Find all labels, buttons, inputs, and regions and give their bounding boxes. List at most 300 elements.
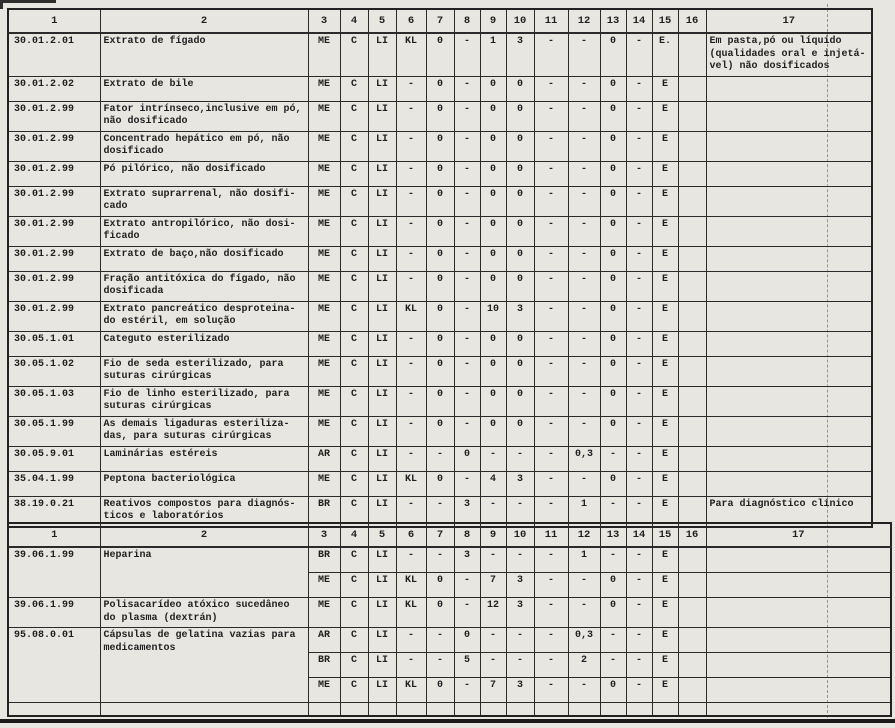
- code-cell: 30.01.2.99: [8, 216, 100, 246]
- value-cell-col9: 0: [480, 246, 506, 271]
- value-cell-col14: -: [626, 131, 652, 161]
- value-cell-col3: ME: [308, 271, 340, 301]
- value-cell-col15: E: [652, 186, 678, 216]
- value-cell-col7: 0: [426, 186, 454, 216]
- value-cell-col13: -: [600, 496, 626, 527]
- value-cell-col5: LI: [368, 331, 396, 356]
- value-cell-col14: -: [626, 598, 652, 628]
- value-cell-col5: LI: [368, 356, 396, 386]
- column-header-6: 6: [396, 9, 426, 33]
- code-cell: 30.05.1.01: [8, 331, 100, 356]
- value-cell-col4: C: [340, 573, 368, 598]
- value-cell-col10: 0: [506, 161, 534, 186]
- value-cell-col7: 0: [426, 271, 454, 301]
- value-cell-col6: -: [396, 356, 426, 386]
- value-cell-col13: 0: [600, 678, 626, 703]
- value-cell-col16: [678, 386, 706, 416]
- value-cell-col6: -: [396, 416, 426, 446]
- value-cell-col13: 0: [600, 416, 626, 446]
- header-row: [8, 523, 891, 547]
- value-cell-col7: 0: [426, 598, 454, 628]
- description-cell: Extrato suprarrenal, não dosifi-cado: [100, 186, 308, 216]
- value-cell-col8: -: [454, 678, 480, 703]
- value-cell-col10: 0: [506, 331, 534, 356]
- description-cell: Categuto esterilizado: [100, 331, 308, 356]
- value-cell-col7: -: [426, 653, 454, 678]
- table-row: [8, 547, 891, 573]
- value-cell-col15: E: [652, 331, 678, 356]
- value-cell-col11: -: [534, 33, 568, 76]
- value-cell-col10: 0: [506, 271, 534, 301]
- value-cell-col5: LI: [368, 653, 396, 678]
- value-cell-col13: 0: [600, 161, 626, 186]
- value-cell-col3: ME: [308, 246, 340, 271]
- value-cell-col8: -: [454, 101, 480, 131]
- value-cell-col7: 0: [426, 678, 454, 703]
- value-cell-col13: -: [600, 628, 626, 653]
- observation-cell: [706, 216, 872, 246]
- value-cell-col16: [678, 186, 706, 216]
- value-cell-col13: 0: [600, 246, 626, 271]
- column-header-9: 9: [480, 523, 506, 547]
- value-cell-col14: -: [626, 246, 652, 271]
- page-edge-mark-top-vertical: [0, 0, 3, 9]
- value-cell-col9: 0: [480, 216, 506, 246]
- value-cell-col15: E: [652, 216, 678, 246]
- value-cell-col5: LI: [368, 246, 396, 271]
- value-cell-col15: E: [652, 547, 678, 573]
- value-cell-col3: AR: [308, 446, 340, 471]
- value-cell-col5: LI: [368, 76, 396, 101]
- value-cell-col3: BR: [308, 653, 340, 678]
- column-header-11: 11: [534, 9, 568, 33]
- value-cell-col5: LI: [368, 628, 396, 653]
- value-cell-col15: E: [652, 386, 678, 416]
- value-cell-col13: [600, 703, 626, 717]
- value-cell-col8: -: [454, 301, 480, 331]
- value-cell-col14: -: [626, 496, 652, 527]
- value-cell-col9: -: [480, 547, 506, 573]
- value-cell-col8: 3: [454, 496, 480, 527]
- value-cell-col8: -: [454, 216, 480, 246]
- column-header-16: 16: [678, 9, 706, 33]
- observation-cell: [706, 161, 872, 186]
- value-cell-col11: -: [534, 573, 568, 598]
- value-cell-col3: BR: [308, 547, 340, 573]
- value-cell-col11: -: [534, 547, 568, 573]
- description-cell: Peptona bacteriológica: [100, 471, 308, 496]
- value-cell-col11: -: [534, 653, 568, 678]
- value-cell-col7: 0: [426, 356, 454, 386]
- lower-tariff-table: [7, 522, 892, 717]
- value-cell-col9: 0: [480, 101, 506, 131]
- value-cell-col16: [678, 598, 706, 628]
- spacer-row: [8, 703, 891, 717]
- code-cell: 38.19.0.21: [8, 496, 100, 527]
- column-header-6: 6: [396, 523, 426, 547]
- value-cell-col12: -: [568, 131, 600, 161]
- value-cell-col13: 0: [600, 573, 626, 598]
- value-cell-col16: [678, 471, 706, 496]
- value-cell-col10: 0: [506, 76, 534, 101]
- value-cell-col7: -: [426, 628, 454, 653]
- code-cell: 30.05.1.99: [8, 416, 100, 446]
- observation-cell: [706, 416, 872, 446]
- value-cell-col7: 0: [426, 416, 454, 446]
- value-cell-col4: C: [340, 356, 368, 386]
- observation-cell: [706, 301, 872, 331]
- value-cell-col8: -: [454, 573, 480, 598]
- value-cell-col9: 0: [480, 186, 506, 216]
- code-cell: 30.05.9.01: [8, 446, 100, 471]
- value-cell-col10: -: [506, 496, 534, 527]
- value-cell-col7: 0: [426, 33, 454, 76]
- value-cell-col4: C: [340, 416, 368, 446]
- value-cell-col15: E: [652, 653, 678, 678]
- value-cell-col15: E: [652, 598, 678, 628]
- value-cell-col9: 0: [480, 356, 506, 386]
- value-cell-col5: LI: [368, 598, 396, 628]
- value-cell-col4: C: [340, 653, 368, 678]
- value-cell-col11: -: [534, 271, 568, 301]
- value-cell-col10: 3: [506, 471, 534, 496]
- value-cell-col7: -: [426, 496, 454, 527]
- value-cell-col16: [678, 703, 706, 717]
- value-cell-col3: [308, 703, 340, 717]
- value-cell-col9: -: [480, 653, 506, 678]
- value-cell-col16: [678, 131, 706, 161]
- value-cell-col16: [678, 271, 706, 301]
- value-cell-col6: -: [396, 216, 426, 246]
- value-cell-col15: E: [652, 416, 678, 446]
- value-cell-col4: C: [340, 331, 368, 356]
- value-cell-col15: E: [652, 271, 678, 301]
- value-cell-col10: 0: [506, 216, 534, 246]
- description-cell: Concentrado hepático em pó, não dosificado: [100, 131, 308, 161]
- value-cell-col12: -: [568, 216, 600, 246]
- value-cell-col12: -: [568, 598, 600, 628]
- value-cell-col3: ME: [308, 33, 340, 76]
- value-cell-col15: E: [652, 131, 678, 161]
- value-cell-col14: -: [626, 76, 652, 101]
- observation-cell: Para diagnóstico clínico: [706, 496, 872, 527]
- value-cell-col5: LI: [368, 471, 396, 496]
- value-cell-col9: 12: [480, 598, 506, 628]
- value-cell-col3: ME: [308, 76, 340, 101]
- value-cell-col7: 0: [426, 386, 454, 416]
- code-cell: 95.08.0.01: [8, 628, 100, 703]
- value-cell-col7: 0: [426, 301, 454, 331]
- value-cell-col4: C: [340, 678, 368, 703]
- value-cell-col16: [678, 356, 706, 386]
- value-cell-col4: C: [340, 216, 368, 246]
- value-cell-col7: 0: [426, 216, 454, 246]
- value-cell-col11: -: [534, 161, 568, 186]
- value-cell-col10: 3: [506, 301, 534, 331]
- value-cell-col4: C: [340, 33, 368, 76]
- column-header-7: 7: [426, 9, 454, 33]
- value-cell-col10: 0: [506, 131, 534, 161]
- value-cell-col5: LI: [368, 386, 396, 416]
- column-header-13: 13: [600, 523, 626, 547]
- value-cell-col11: -: [534, 301, 568, 331]
- value-cell-col6: -: [396, 446, 426, 471]
- code-cell: 39.06.1.99: [8, 547, 100, 598]
- value-cell-col3: ME: [308, 386, 340, 416]
- value-cell-col15: E: [652, 101, 678, 131]
- value-cell-col8: -: [454, 471, 480, 496]
- value-cell-col7: [426, 703, 454, 717]
- value-cell-col3: ME: [308, 101, 340, 131]
- value-cell-col16: [678, 653, 706, 678]
- value-cell-col12: -: [568, 101, 600, 131]
- code-cell: 30.01.2.99: [8, 161, 100, 186]
- value-cell-col8: -: [454, 186, 480, 216]
- value-cell-col11: -: [534, 678, 568, 703]
- value-cell-col8: 0: [454, 628, 480, 653]
- value-cell-col14: -: [626, 573, 652, 598]
- value-cell-col10: 0: [506, 386, 534, 416]
- value-cell-col10: 0: [506, 186, 534, 216]
- value-cell-col4: C: [340, 186, 368, 216]
- value-cell-col6: -: [396, 628, 426, 653]
- value-cell-col14: -: [626, 161, 652, 186]
- value-cell-col16: [678, 101, 706, 131]
- value-cell-col10: -: [506, 628, 534, 653]
- value-cell-col6: -: [396, 386, 426, 416]
- value-cell-col3: ME: [308, 416, 340, 446]
- value-cell-col12: -: [568, 271, 600, 301]
- value-cell-col3: ME: [308, 678, 340, 703]
- column-header-2: 2: [100, 523, 308, 547]
- code-cell: 30.01.2.99: [8, 246, 100, 271]
- table-row: [8, 628, 891, 653]
- value-cell-col4: C: [340, 101, 368, 131]
- column-header-10: 10: [506, 523, 534, 547]
- value-cell-col10: 3: [506, 598, 534, 628]
- value-cell-col14: -: [626, 653, 652, 678]
- table-row: [8, 186, 872, 216]
- value-cell-col13: -: [600, 446, 626, 471]
- observation-cell: [706, 703, 891, 717]
- value-cell-col15: E: [652, 471, 678, 496]
- value-cell-col8: -: [454, 246, 480, 271]
- value-cell-col15: E: [652, 496, 678, 527]
- value-cell-col12: 0,3: [568, 628, 600, 653]
- column-header-17: 17: [706, 9, 872, 33]
- column-header-17: 17: [706, 523, 891, 547]
- value-cell-col5: LI: [368, 301, 396, 331]
- value-cell-col3: ME: [308, 186, 340, 216]
- value-cell-col5: LI: [368, 446, 396, 471]
- table-row: [8, 131, 872, 161]
- value-cell-col11: -: [534, 131, 568, 161]
- value-cell-col11: -: [534, 186, 568, 216]
- column-header-5: 5: [368, 9, 396, 33]
- description-cell: [100, 703, 308, 717]
- table-row: [8, 356, 872, 386]
- value-cell-col13: -: [600, 547, 626, 573]
- value-cell-col10: 0: [506, 416, 534, 446]
- description-cell: Heparina: [100, 547, 308, 598]
- column-header-3: 3: [308, 523, 340, 547]
- value-cell-col4: C: [340, 547, 368, 573]
- description-cell: Fio de linho esterilizado, para suturas cirúrgicas: [100, 386, 308, 416]
- observation-cell: [706, 386, 872, 416]
- value-cell-col12: -: [568, 33, 600, 76]
- value-cell-col14: -: [626, 356, 652, 386]
- observation-cell: [706, 547, 891, 573]
- value-cell-col8: -: [454, 331, 480, 356]
- value-cell-col11: -: [534, 246, 568, 271]
- column-header-11: 11: [534, 523, 568, 547]
- value-cell-col9: -: [480, 628, 506, 653]
- value-cell-col12: 2: [568, 653, 600, 678]
- table-row: [8, 33, 872, 76]
- description-cell: Fator intrínseco,inclusive em pó, não dosificado: [100, 101, 308, 131]
- observation-cell: Em pasta,pó ou líquido (qualidades oral e injetá-vel) não dosificados: [706, 33, 872, 76]
- value-cell-col13: 0: [600, 598, 626, 628]
- value-cell-col9: 10: [480, 301, 506, 331]
- value-cell-col13: 0: [600, 356, 626, 386]
- value-cell-col13: 0: [600, 216, 626, 246]
- value-cell-col12: 1: [568, 547, 600, 573]
- page-crease-line: [827, 4, 828, 718]
- value-cell-col4: C: [340, 76, 368, 101]
- value-cell-col15: E.: [652, 33, 678, 76]
- value-cell-col10: 3: [506, 678, 534, 703]
- observation-cell: [706, 653, 891, 678]
- value-cell-col7: 0: [426, 471, 454, 496]
- value-cell-col9: 7: [480, 573, 506, 598]
- column-header-14: 14: [626, 523, 652, 547]
- value-cell-col12: -: [568, 416, 600, 446]
- value-cell-col14: [626, 703, 652, 717]
- value-cell-col9: 0: [480, 161, 506, 186]
- value-cell-col12: -: [568, 186, 600, 216]
- value-cell-col6: -: [396, 101, 426, 131]
- column-header-3: 3: [308, 9, 340, 33]
- value-cell-col5: LI: [368, 161, 396, 186]
- value-cell-col9: [480, 703, 506, 717]
- value-cell-col11: -: [534, 598, 568, 628]
- value-cell-col4: C: [340, 471, 368, 496]
- value-cell-col14: -: [626, 678, 652, 703]
- value-cell-col10: [506, 703, 534, 717]
- table-row: [8, 331, 872, 356]
- value-cell-col16: [678, 161, 706, 186]
- value-cell-col7: 0: [426, 131, 454, 161]
- value-cell-col16: [678, 628, 706, 653]
- description-cell: Pó pilórico, não dosificado: [100, 161, 308, 186]
- value-cell-col3: ME: [308, 161, 340, 186]
- table-row: [8, 301, 872, 331]
- value-cell-col10: 3: [506, 573, 534, 598]
- column-header-13: 13: [600, 9, 626, 33]
- value-cell-col10: 3: [506, 33, 534, 76]
- value-cell-col15: E: [652, 301, 678, 331]
- value-cell-col6: KL: [396, 573, 426, 598]
- value-cell-col5: LI: [368, 573, 396, 598]
- value-cell-col13: 0: [600, 101, 626, 131]
- value-cell-col6: KL: [396, 678, 426, 703]
- value-cell-col9: -: [480, 496, 506, 527]
- header-row: [8, 9, 872, 33]
- value-cell-col14: -: [626, 386, 652, 416]
- column-header-14: 14: [626, 9, 652, 33]
- code-cell: 35.04.1.99: [8, 471, 100, 496]
- code-cell: 30.01.2.99: [8, 186, 100, 216]
- value-cell-col8: -: [454, 131, 480, 161]
- column-header-1: 1: [8, 523, 100, 547]
- value-cell-col12: -: [568, 161, 600, 186]
- column-header-12: 12: [568, 9, 600, 33]
- table-row: [8, 216, 872, 246]
- code-cell: 30.01.2.99: [8, 101, 100, 131]
- value-cell-col16: [678, 678, 706, 703]
- value-cell-col3: BR: [308, 496, 340, 527]
- value-cell-col5: LI: [368, 131, 396, 161]
- value-cell-col9: 0: [480, 271, 506, 301]
- value-cell-col11: -: [534, 628, 568, 653]
- value-cell-col10: -: [506, 547, 534, 573]
- value-cell-col16: [678, 301, 706, 331]
- value-cell-col7: 0: [426, 331, 454, 356]
- observation-cell: [706, 628, 891, 653]
- value-cell-col11: -: [534, 76, 568, 101]
- description-cell: Extrato antropilórico, não dosi-ficado: [100, 216, 308, 246]
- value-cell-col3: ME: [308, 573, 340, 598]
- column-header-12: 12: [568, 523, 600, 547]
- value-cell-col5: LI: [368, 271, 396, 301]
- value-cell-col12: -: [568, 76, 600, 101]
- value-cell-col14: -: [626, 416, 652, 446]
- value-cell-col7: 0: [426, 573, 454, 598]
- value-cell-col12: -: [568, 331, 600, 356]
- value-cell-col16: [678, 573, 706, 598]
- code-cell: 30.05.1.03: [8, 386, 100, 416]
- value-cell-col7: 0: [426, 161, 454, 186]
- code-cell: 30.01.2.01: [8, 33, 100, 76]
- observation-cell: [706, 598, 891, 628]
- observation-cell: [706, 76, 872, 101]
- value-cell-col14: -: [626, 216, 652, 246]
- value-cell-col7: 0: [426, 246, 454, 271]
- table-row: [8, 471, 872, 496]
- value-cell-col11: -: [534, 216, 568, 246]
- value-cell-col12: -: [568, 356, 600, 386]
- value-cell-col16: [678, 246, 706, 271]
- observation-cell: [706, 573, 891, 598]
- column-header-8: 8: [454, 523, 480, 547]
- observation-cell: [706, 101, 872, 131]
- table-row: [8, 161, 872, 186]
- table-row: [8, 386, 872, 416]
- description-cell: Reativos compostos para diagnós-ticos e laboratórios: [100, 496, 308, 527]
- description-cell: Laminárias estéreis: [100, 446, 308, 471]
- value-cell-col15: E: [652, 246, 678, 271]
- page-edge-line-bottom: [0, 719, 895, 723]
- value-cell-col7: 0: [426, 101, 454, 131]
- description-cell: As demais ligaduras esteriliza-das, para suturas cirúrgicas: [100, 416, 308, 446]
- value-cell-col6: [396, 703, 426, 717]
- value-cell-col4: C: [340, 271, 368, 301]
- value-cell-col12: [568, 703, 600, 717]
- column-header-8: 8: [454, 9, 480, 33]
- value-cell-col13: 0: [600, 76, 626, 101]
- value-cell-col13: 0: [600, 471, 626, 496]
- code-cell: 30.05.1.02: [8, 356, 100, 386]
